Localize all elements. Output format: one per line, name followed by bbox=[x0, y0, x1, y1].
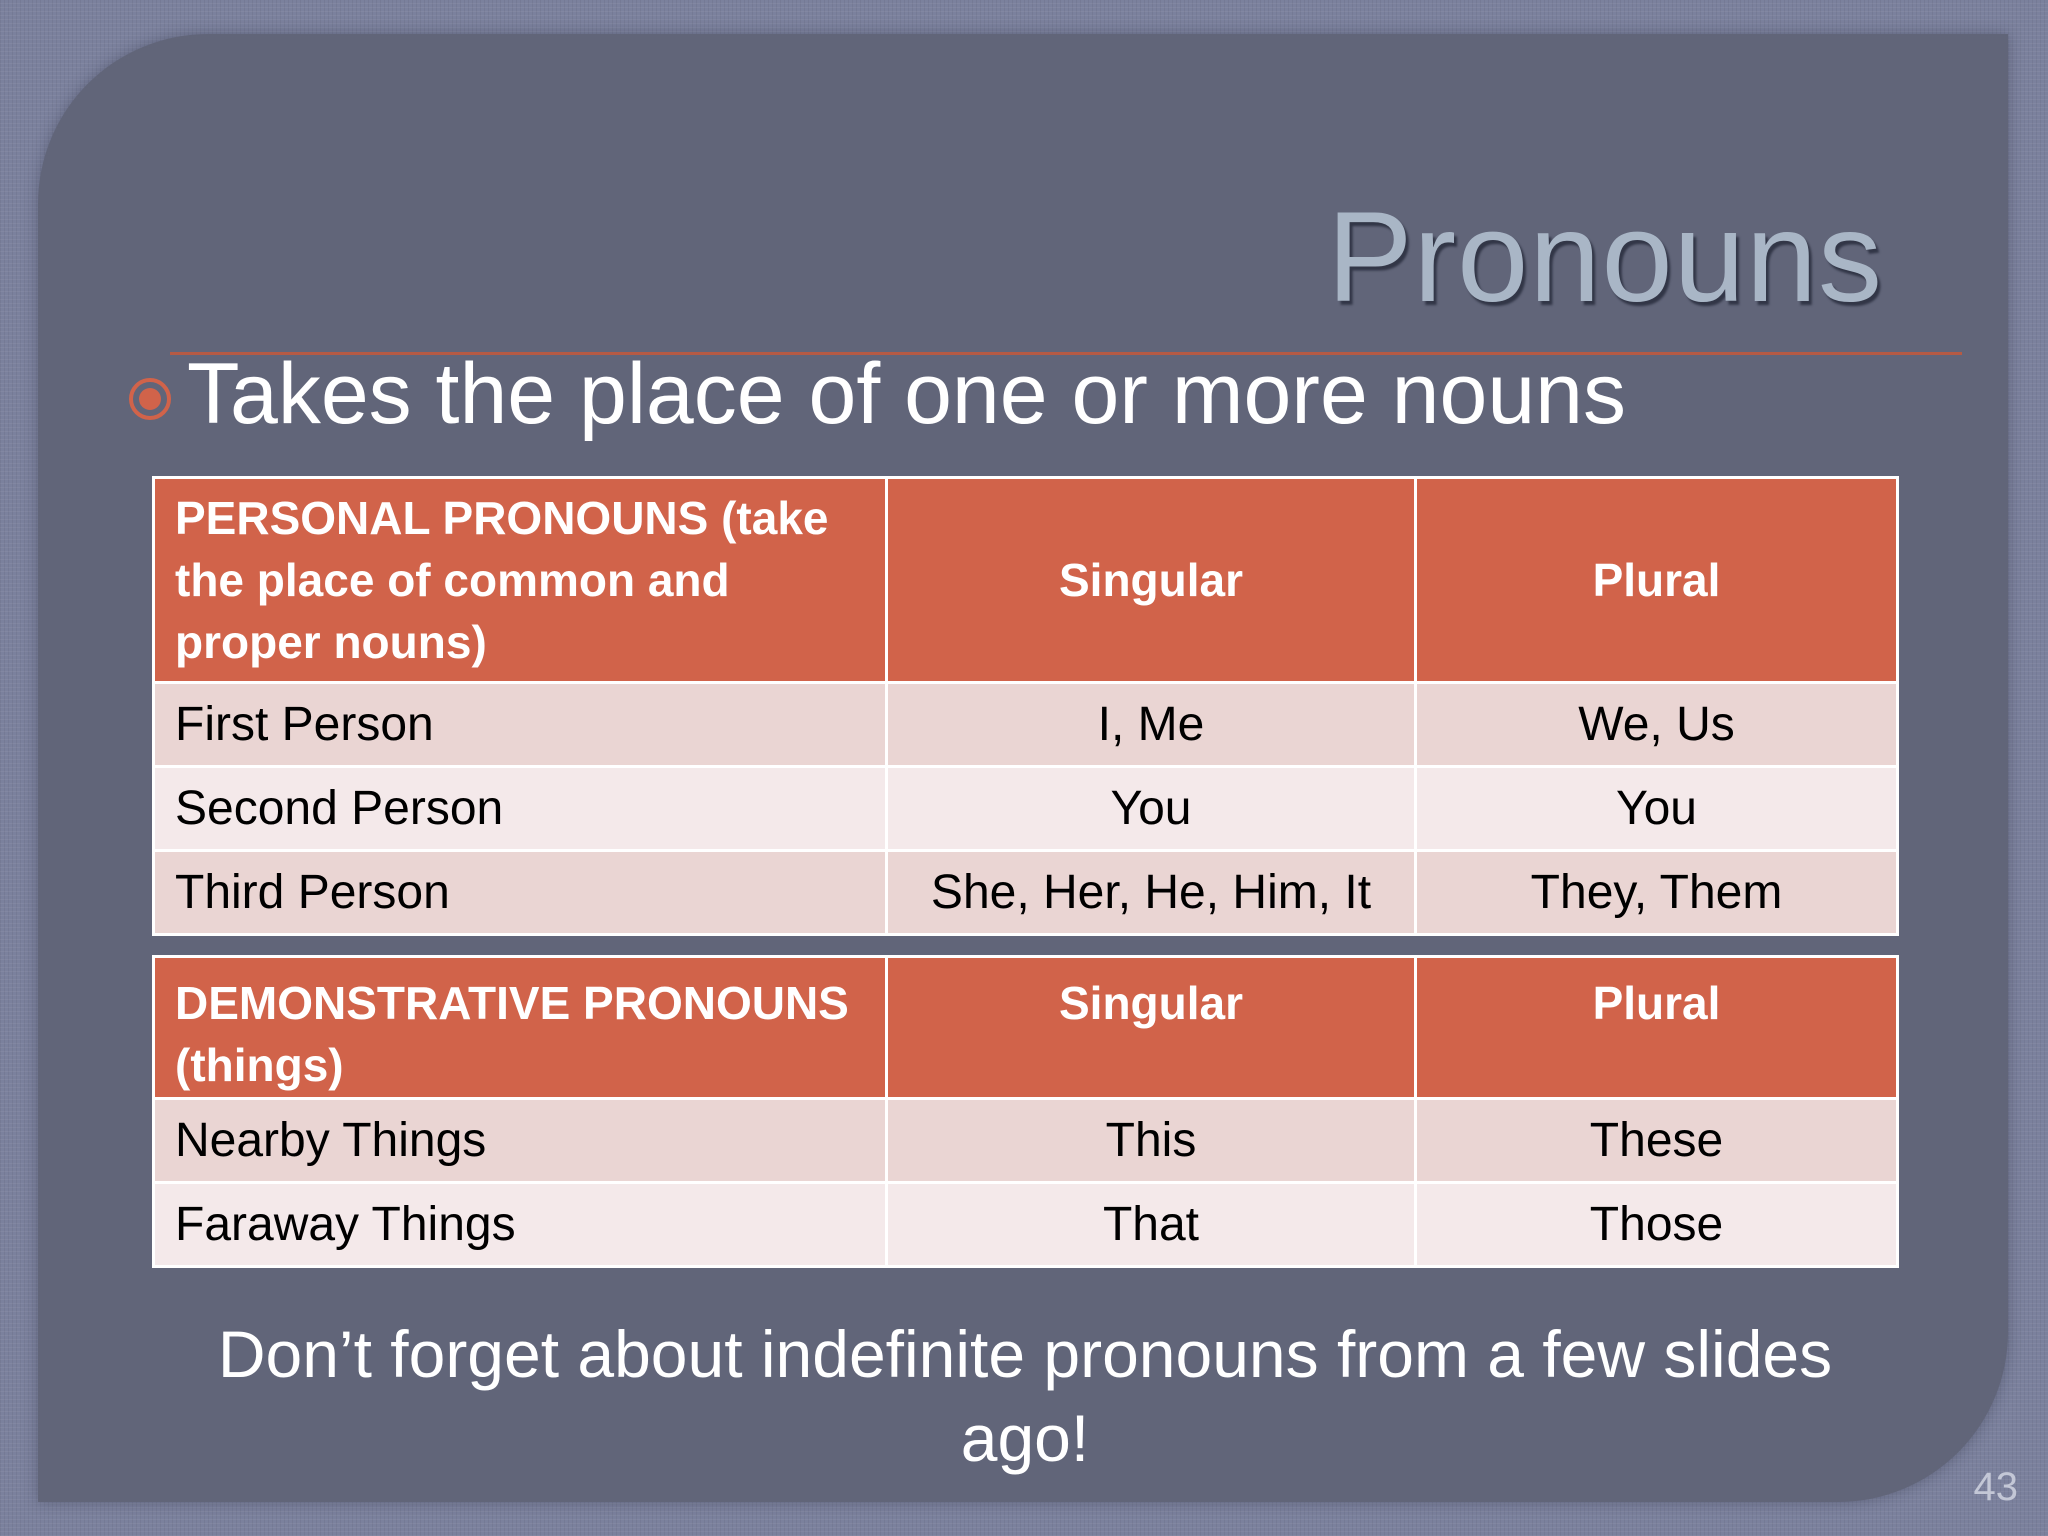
bullet-text: Takes the place of one or more nouns bbox=[187, 346, 1626, 442]
plural-header: Plural bbox=[1416, 478, 1898, 683]
slide-title: Pronouns bbox=[1327, 186, 1883, 329]
demonstrative-pronouns-header: DEMONSTRATIVE PRONOUNS (things) bbox=[154, 957, 887, 1099]
table-row bbox=[154, 683, 1898, 767]
plural-header: Plural bbox=[1416, 957, 1898, 1099]
singular-cell: I, Me bbox=[887, 683, 1416, 767]
row-label: First Person bbox=[154, 683, 887, 767]
table-row bbox=[154, 1099, 1898, 1183]
personal-pronouns-table bbox=[152, 476, 1899, 936]
row-label: Second Person bbox=[154, 767, 887, 851]
table-header-row bbox=[154, 957, 1898, 1099]
plural-cell: Those bbox=[1416, 1183, 1898, 1267]
singular-header: Singular bbox=[887, 478, 1416, 683]
page-number: 43 bbox=[1973, 1465, 2018, 1509]
singular-cell: That bbox=[887, 1183, 1416, 1267]
personal-pronouns-header: PERSONAL PRONOUNS (take the place of common and proper nouns) bbox=[154, 478, 887, 683]
table-row bbox=[154, 1183, 1898, 1267]
plural-cell: You bbox=[1416, 767, 1898, 851]
row-label: Nearby Things bbox=[154, 1099, 887, 1183]
table-header-row bbox=[154, 478, 1898, 683]
singular-cell: This bbox=[887, 1099, 1416, 1183]
footer-note: Don’t forget about indefinite pronouns from a few slides ago! bbox=[217, 1317, 1833, 1475]
circled-dot-icon bbox=[127, 376, 173, 422]
row-label: Faraway Things bbox=[154, 1183, 887, 1267]
plural-cell: These bbox=[1416, 1099, 1898, 1183]
demonstrative-pronouns-table bbox=[152, 955, 1899, 1268]
singular-cell: She, Her, He, Him, It bbox=[887, 851, 1416, 935]
table-row bbox=[154, 851, 1898, 935]
singular-header: Singular bbox=[887, 957, 1416, 1099]
bullet-point bbox=[127, 338, 1626, 450]
plural-cell: We, Us bbox=[1416, 683, 1898, 767]
singular-cell: You bbox=[887, 767, 1416, 851]
plural-cell: They, Them bbox=[1416, 851, 1898, 935]
row-label: Third Person bbox=[154, 851, 887, 935]
table-row bbox=[154, 767, 1898, 851]
